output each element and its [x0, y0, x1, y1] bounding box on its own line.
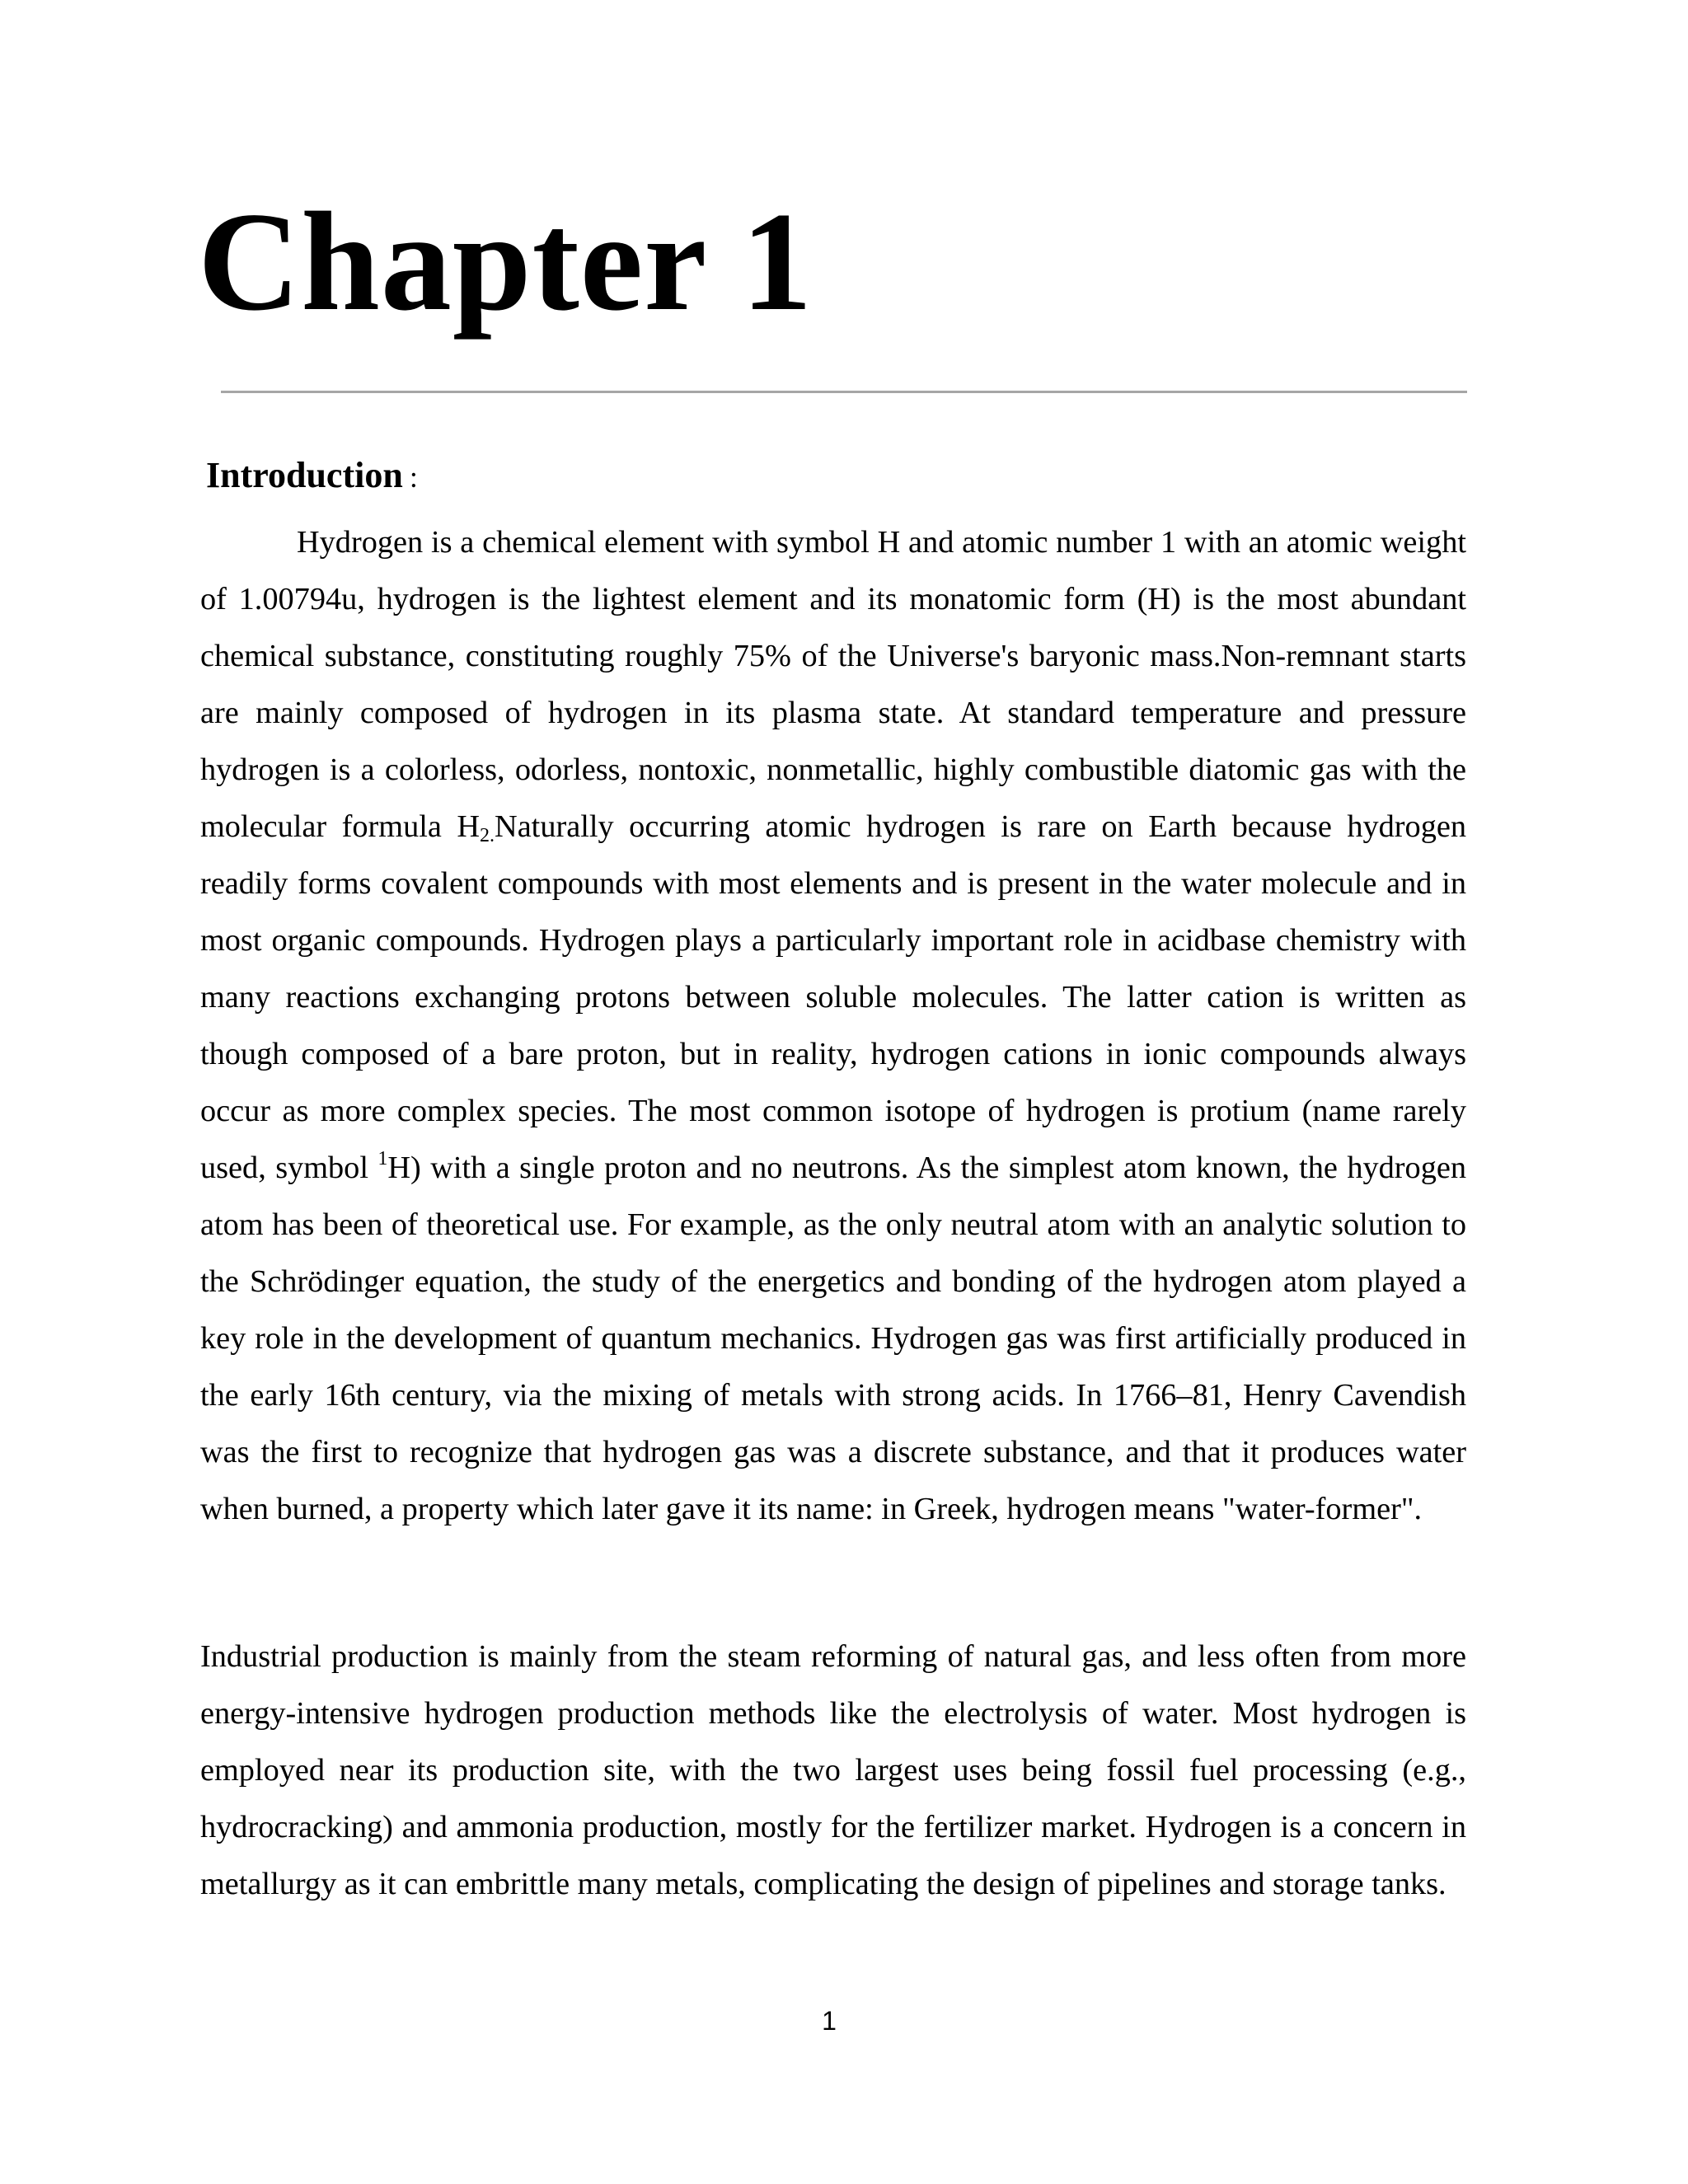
- paragraph-text-part-1: Hydrogen is a chemical element with symbol H and atomic number 1 with an atomic weight of 1.00794u, hydrogen is the lightest element and its monatomic form (H) is the most abundant chemical substance, constituting roughly 75% of the Universe's baryonic mass.Non-remnant starts are mainly composed of hydrogen in its plasma state. At standard temperature and pressure hydrogen is a colorless, odorless, nontoxic, nonmetallic, highly combustible diatomic gas with the molecular formula H: [200, 525, 1466, 844]
- paragraph-text-part-2: Naturally occurring atomic hydrogen is rare on Earth because hydrogen readily forms covalent compounds with most elements and is present in the water molecule and in most organic compounds. Hydrogen plays a particularly important role in acidbase chemistry with many reactions exchanging protons between soluble molecules. The latter cation is written as though composed of a bare proton, but in reality, hydrogen cations in ionic compounds always occur as more complex species. The most common isotope of hydrogen is protium (name rarely used, symbol: [200, 809, 1466, 1185]
- section-heading-colon: :: [409, 461, 418, 494]
- title-divider: [221, 391, 1467, 393]
- page-number: 1: [822, 2006, 837, 2036]
- chapter-title: Chapter 1: [198, 184, 814, 340]
- section-heading: [206, 450, 418, 503]
- isotope-superscript: 1: [377, 1148, 388, 1169]
- formula-subscript: 2.: [480, 825, 495, 846]
- industrial-production-paragraph: Industrial production is mainly from the steam reforming of natural gas, and less often from more energy-intensive hydrogen production methods like the electrolysis of water. Most hydrogen is employed near its production site, with the two largest uses being fossil fuel processing (e.g., hydrocracking) and ammonia production, mostly for the fertilizer market. Hydrogen is a concern in metallurgy as it can embrittle many metals, complicating the design of pipelines and storage tanks.: [200, 1639, 1466, 1901]
- introduction-paragraph: [200, 514, 1466, 1538]
- paragraph-text-part-3: H) with a single proton and no neutrons. As the simplest atom known, the hydrogen atom has been of theoretical use. For example, as the only neutral atom with an analytic solution to the Schrödinger equation, the study of the energetics and bonding of the hydrogen atom played a key role in the development of quantum mechanics. Hydrogen gas was first artificially produced in the early 16th century, via the mixing of metals with strong acids. In 1766–81, Henry Cavendish was the first to recognize that hydrogen gas was a discrete substance, and that it produces water when burned, a property which later gave it its name: in Greek, hydrogen means "water-former".: [200, 1151, 1466, 1526]
- section-heading-text: Introduction: [206, 455, 403, 495]
